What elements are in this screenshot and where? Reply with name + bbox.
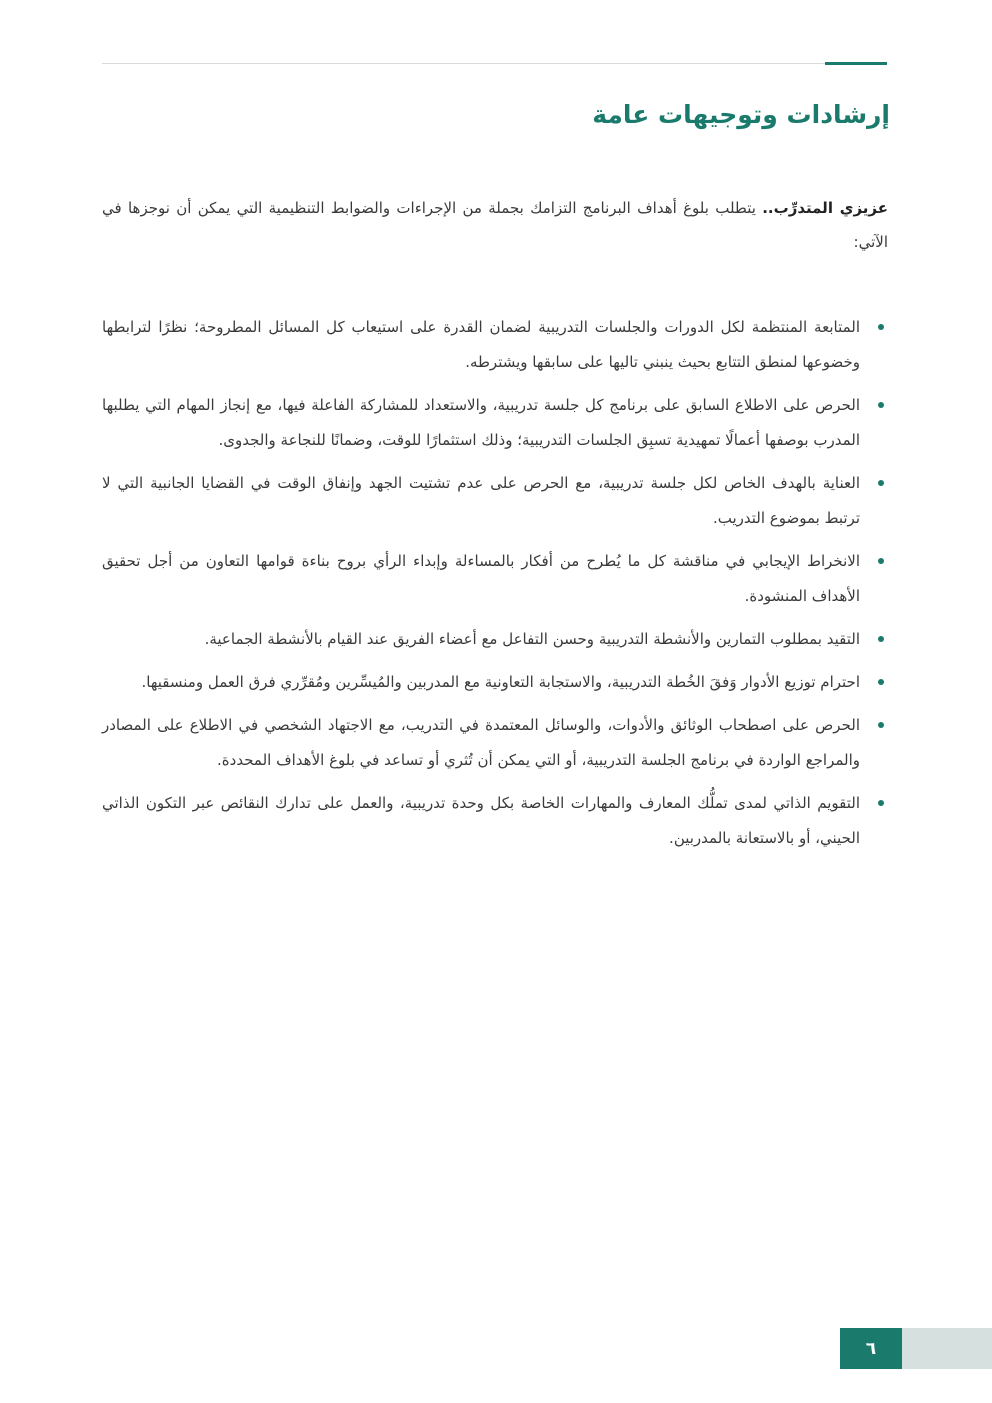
bullet-icon [878,800,884,806]
guideline-item [102,466,860,536]
bullet-icon [878,679,884,685]
bullet-icon [878,480,884,486]
guideline-text: العناية بالهدف الخاص لكل جلسة تدريبية، مع الحرص على عدم تشتيت الجهد وإنفاق الوقت في القضايا الجانبية التي لا ترتبط بموضوع التدريب. [102,474,860,527]
page-title: إرشادات وتوجيهات عامة [592,100,890,129]
guideline-text: المتابعة المنتظمة لكل الدورات والجلسات التدريبية لضمان القدرة على استيعاب كل المسائل المطروحة؛ نظرًا لترابطها وخضوعها لمنطق التتابع بحيث ينبني تاليها على سابقها ويشترطه. [102,318,860,371]
guideline-item [102,622,860,657]
bullet-icon [878,558,884,564]
bullet-icon [878,402,884,408]
intro-lead: عزيزي المتدرِّب.. [762,199,889,217]
guideline-text: التقيد بمطلوب التمارين والأنشطة التدريبية وحسن التفاعل مع أعضاء الفريق عند القيام بالأنشطة الجماعية. [204,630,860,648]
page-number: ٦ [840,1328,902,1369]
intro-paragraph [102,191,888,259]
guideline-item [102,665,860,700]
guideline-text: احترام توزيع الأدوار وَفقَ الخُطة التدريبية، والاستجابة التعاونية مع المدربين والمُيسِّرين ومُقرِّري فرق العمل ومنسقيها. [141,673,860,691]
bullet-icon [878,636,884,642]
guideline-text: الحرص على الاطلاع السابق على برنامج كل جلسة تدريبية، والاستعداد للمشاركة الفاعلة فيها، مع إنجاز المهام التي يطلبها المدرب بوصفها أعمالًا تمهيدية تسبِق الجلسات التدريبية؛ وذلك استثمارًا للوقت، وضمانًا للنجاعة والجدوى. [102,396,860,449]
header-divider [102,63,887,64]
bullet-icon [878,324,884,330]
guideline-text: الحرص على اصطحاب الوثائق والأدوات، والوسائل المعتمدة في التدريب، مع الاجتهاد الشخصي في الاطلاع على المصادر والمراجع الواردة في برنامج الجلسة التدريبية، أو التي يمكن أن تُثري أو تساعد في بلوغ الأهداف المحددة. [102,716,860,769]
header-accent-bar [825,62,887,65]
guideline-text: الانخراط الإيجابي في مناقشة كل ما يُطرح من أفكار بالمساءلة وإبداء الرأي بروح بناءة قوامها التعاون من أجل تحقيق الأهداف المنشودة. [102,552,860,605]
guideline-item [102,388,860,458]
guideline-item [102,310,860,380]
guideline-item [102,544,860,614]
guideline-item [102,708,860,778]
bullet-icon [878,722,884,728]
guideline-text: التقويم الذاتي لمدى تملُّك المعارف والمهارات الخاصة بكل وحدة تدريبية، والعمل على تدارك النقائص عبر التكون الذاتي الحيني، أو بالاستعانة بالمدربين. [102,794,860,847]
guideline-item [102,786,860,856]
footer-band [902,1328,992,1369]
intro-text: يتطلب بلوغ أهداف البرنامج التزامك بجملة من الإجراءات والضوابط التنظيمية التي يمكن أن نوجزها في الآتي: [102,199,888,251]
guidelines-list [102,310,888,864]
